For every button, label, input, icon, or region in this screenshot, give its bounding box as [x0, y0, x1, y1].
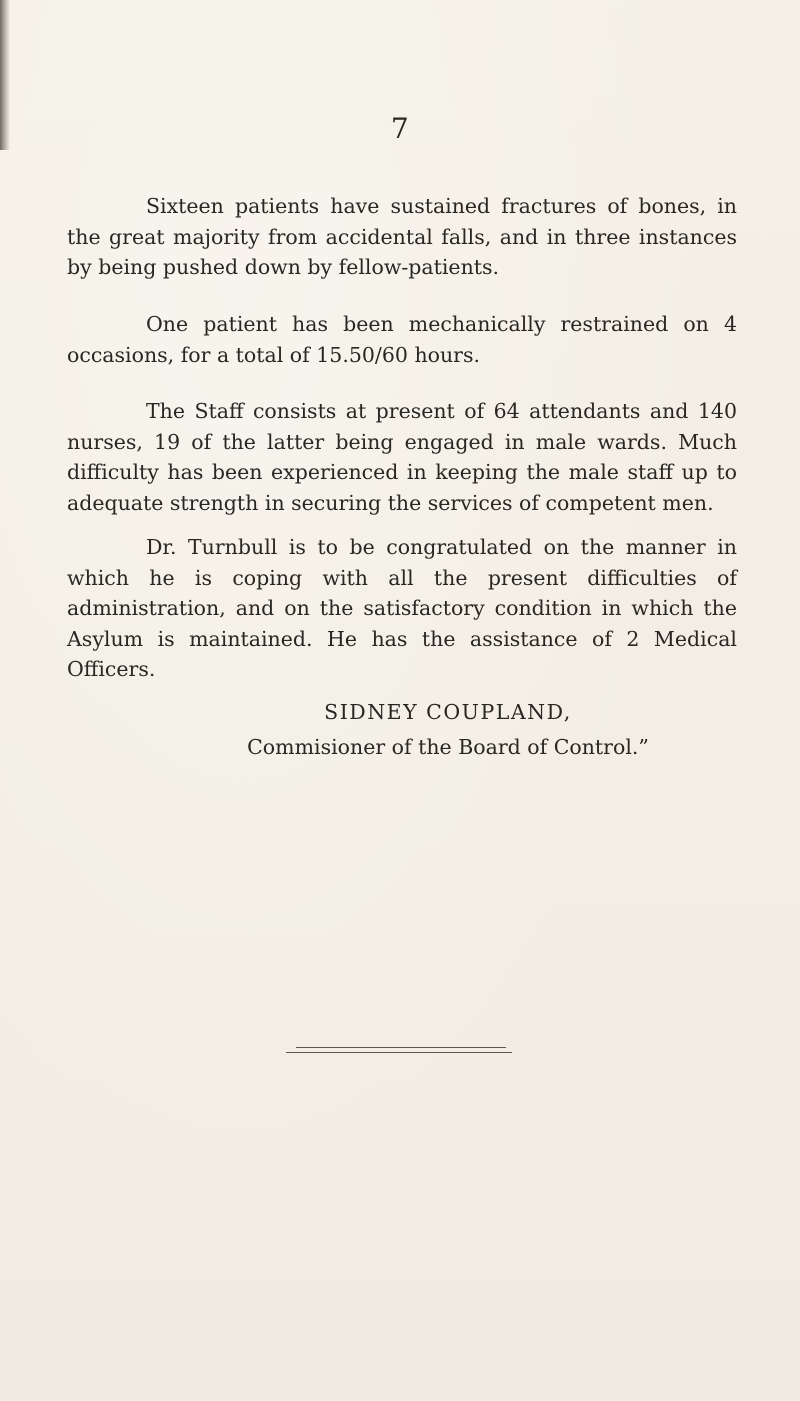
closing-rule-lower [286, 1052, 512, 1053]
page-number: 7 [390, 112, 410, 145]
signature-name: SIDNEY COUPLAND, [324, 700, 572, 724]
signature-title: Commisioner of the Board of Control.” [247, 735, 649, 759]
paragraph-staff: The Staff consists at present of 64 attendants and 140 nurses, 19 of the latter being engaged in male wards. Much difficulty has been experienced in keeping the male staff up to adequate strength in securing the services of competent men. [67, 399, 737, 515]
paragraph-restraint: One patient has been mechanically restrained on 4 occasions, for a total of 15.50/60 hours. [67, 312, 737, 367]
closing-rule-upper [296, 1047, 506, 1048]
paragraph-fractures: Sixteen patients have sustained fractures of bones, in the great majority from accidental falls, and in three instances by being pushed down by fellow-patients. [67, 194, 737, 279]
paragraph-congratulations: Dr. Turnbull is to be congratulated on the manner in which he is coping with all the present difficulties of administration, and on the satisfactory condition in which the Asylum is maintained. He has the assistance of 2 Medical Officers. [67, 535, 737, 681]
